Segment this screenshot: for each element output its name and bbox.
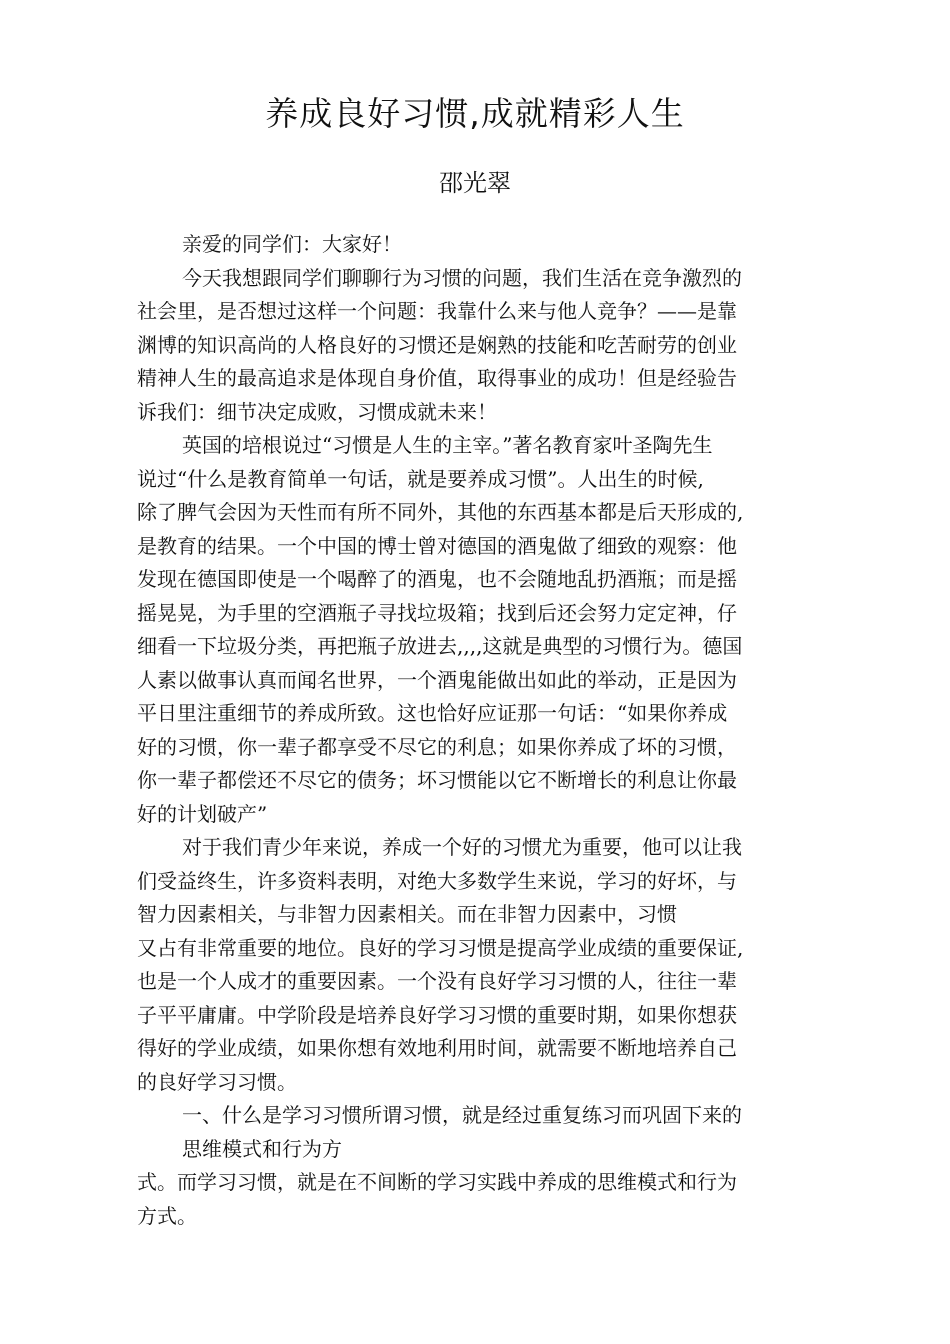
text-line: 诉我们：细节决定成败，习惯成就未来！ (137, 399, 497, 424)
text-line: 渊博的知识高尚的人格良好的习惯还是娴熟的技能和吃苦耐劳的创业 (137, 332, 737, 357)
text-line: 子平平庸庸。中学阶段是培养良好学习习惯的重要时期，如果你想获 (137, 1002, 737, 1027)
text-line: 一、什么是学习习惯所谓习惯，就是经过重复练习而巩固下来的 (182, 1103, 742, 1127)
text-line: 也是一个人成才的重要因素。一个没有良好学习习惯的人，往往一辈 (137, 969, 737, 993)
text-line: 除了脾气会因为天性而有所不同外，其他的东西基本都是后天形成的, (137, 500, 744, 524)
text-line: 你一辈子都偿还不尽它的债务；坏习惯能以它不断增长的利息让你最 (137, 768, 737, 792)
text-line: 好的习惯，你一辈子都享受不尽它的利息；如果你养成了坏的习惯， (137, 734, 737, 759)
text-line: 是教育的结果。一个中国的博士曾对德国的酒鬼做了细致的观察：他 (137, 533, 737, 558)
text-line: 的良好学习习惯。 (137, 1069, 297, 1094)
author-name: 邵光翠 (439, 169, 511, 197)
text-line: 发现在德国即使是一个喝醉了的酒鬼，也不会随地乱扔酒瓶；而是摇 (137, 567, 737, 591)
text-line: 摇晃晃，为手里的空酒瓶子寻找垃圾箱；找到后还会努力定定神，仔 (137, 600, 737, 625)
text-line: 方式。 (137, 1203, 197, 1228)
text-line: 又占有非常重要的地位。良好的学习习惯是提高学业成绩的重要保证, (137, 935, 744, 960)
text-line: 式。而学习习惯，就是在不间断的学习实践中养成的思维模式和行为 (137, 1170, 737, 1194)
text-line: 说过“什么是教育简单一句话，就是要养成习惯”。人出生的时候, (137, 466, 704, 491)
text-line: 精神人生的最高追求是体现自身价值，取得事业的成功！但是经验告 (137, 366, 737, 390)
text-line: 平日里注重细节的养成所致。这也恰好应证那一句话：“如果你养成 (137, 701, 728, 725)
text-line: 得好的学业成绩，如果你想有效地利用时间，就需要不断地培养自己 (137, 1036, 737, 1060)
text-line: 们受益终生，许多资料表明，对绝大多数学生来说，学习的好坏，与 (137, 868, 737, 893)
text-line: 好的计划破产” (137, 801, 268, 826)
text-line: 人素以做事认真而闻名世界，一个酒鬼能做出如此的举动，正是因为 (137, 667, 737, 692)
text-line: 细看一下垃圾分类，再把瓶子放进去,,,,这就是典型的习惯行为。德国 (137, 634, 743, 658)
text-line: 今天我想跟同学们聊聊行为习惯的问题，我们生活在竞争激烈的 (182, 265, 742, 290)
document-body (137, 228, 817, 1233)
text-line: 智力因素相关，与非智力因素相关。而在非智力因素中，习惯 (137, 902, 677, 926)
text-line: 英国的培根说过“习惯是人生的主宰。”著名教育家叶圣陶先生 (182, 433, 713, 457)
text-line: 对于我们青少年来说，养成一个好的习惯尤为重要，他可以让我 (182, 835, 742, 859)
text-line: 思维模式和行为方 (182, 1136, 342, 1161)
text-line: 社会里，是否想过这样一个问题：我靠什么来与他人竞争？——是靠 (137, 299, 737, 323)
document-title: 养成良好习惯,成就精彩人生 (265, 94, 685, 133)
text-line: 亲爱的同学们：大家好！ (182, 232, 402, 256)
